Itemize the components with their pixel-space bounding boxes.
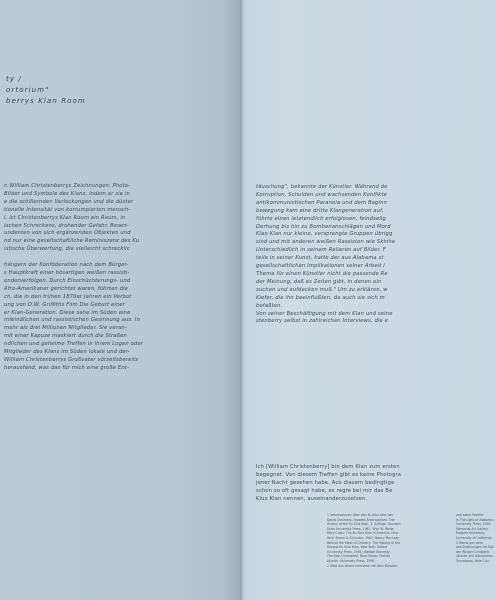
footnote-line: Behind the Mask of Chivalry: The Making of the bbox=[327, 540, 401, 545]
text-line: Mitglieder des Klans im Süden lokale und der- bbox=[4, 349, 130, 356]
footnote-line: und seine Familie: bbox=[456, 513, 485, 517]
text-line: sind und mit anderen weißen Rassisten wie Skinhe bbox=[256, 239, 396, 246]
text-line: Unterschiedlich in seinem Relieren auf Bilder, F bbox=[256, 247, 386, 254]
footnote-line: History of the Ku Klux Klan, 3. Auflage, Durham: bbox=[327, 522, 402, 527]
footnote-line: Memorial Art Gallery, bbox=[456, 526, 489, 531]
footnote-line: Fiery Cross: The Ku Klux Klan in America, New bbox=[327, 531, 399, 536]
footnote-line: The Klan Unmasked, Boca Raton: Florida bbox=[327, 554, 390, 559]
footnote-line: Atlantic University Press, 1990. bbox=[327, 558, 376, 563]
footnote-line: Rutgers University, bbox=[456, 531, 486, 536]
text-line: istische Überwerfung, die vielleicht schrecklic bbox=[4, 246, 130, 253]
footnote-line: Atlanta und Albuquerqu bbox=[456, 554, 493, 559]
text-line: ch, die in den frühen 1870er Jahren ein Verbot bbox=[4, 293, 132, 300]
left-body-text bbox=[4, 183, 143, 373]
text-line: stenberry selbst in zahlreichen Interviews, die e bbox=[256, 318, 388, 325]
text-line: Von seiner Beschäftigung mit dem Klan und seine bbox=[256, 310, 393, 317]
right-body-text bbox=[256, 184, 395, 326]
text-line: n William Christenberrys Zeichnungen, Photo- bbox=[4, 183, 131, 189]
paragraph-gap bbox=[4, 254, 143, 262]
quote-line: schon so oft gesagt habe, es regte bei mir das Be bbox=[256, 487, 393, 494]
text-line: Afro-Amerikaner gerichtet waren, führten die bbox=[4, 285, 129, 292]
text-line: teile in seiner Kunst, hatte der aus Alabama st bbox=[256, 255, 384, 262]
text-line: ndlichen und geheime Treffen in ihrem Logen oder bbox=[4, 341, 144, 348]
text-line: Thema für einen Künstler nicht die passende Re bbox=[256, 270, 388, 277]
text-line: gesellschaftlichen Implikationen seiner Arbeit i bbox=[256, 263, 385, 270]
text-line: suchen und aufdecken muß." Um zu erklären, w bbox=[256, 286, 388, 293]
text-line: mehr als drei Millionen Mitglieder. Sie veran- bbox=[4, 325, 127, 332]
footnote-line: das Erzählungen im Süd bbox=[456, 545, 494, 550]
quote-line: begegnet. Von diesem Treffen gibt es keine Photogra bbox=[256, 471, 402, 478]
text-line: s Hauptkraft einer bösartigen weißen rassisti- bbox=[4, 269, 130, 276]
footnote-line: 2 Zitat aus einem Interview mit dem Künstler. bbox=[327, 563, 398, 568]
footnote-line: University of California, bbox=[456, 535, 493, 540]
heading-line: ty / bbox=[6, 75, 22, 83]
text-line: bewegung kam eine dritte Klangeneration auf, bbox=[256, 207, 384, 214]
footnote-line: Second Ku Klux Klan, New York: Oxford bbox=[327, 545, 388, 550]
text-line: ischen Schreckens, drohender Gefahr, Besen- bbox=[4, 222, 129, 229]
quote-line: jener Nacht gesehen habe. Aus diesem bedingtige bbox=[256, 479, 395, 486]
text-line: Klan Klan nur kleine, versprengte Gruppen übrigg bbox=[256, 231, 393, 238]
footnote-line: Tuscaloosa, Hale Cou bbox=[456, 558, 489, 563]
footnote-line: 1 Informationen über den Ku Klux Klan bei: bbox=[327, 513, 394, 517]
text-line: onderverfolgen. Durch Einschüchterungs- und bbox=[4, 277, 131, 284]
text-line: Bilder und Symbole des Klans, indem er sie in bbox=[4, 190, 130, 197]
footnote-line: York: Simon & Schuster, 1987; Nancy MacLean, bbox=[327, 535, 401, 540]
heading-line: berrys Klan Room bbox=[6, 97, 86, 105]
footnote-line: University Press, 1994; Stetson Kennedy, bbox=[327, 549, 391, 554]
footnotes bbox=[327, 513, 457, 568]
text-line: mit einer Kapuze maskiert durch die Straßen bbox=[4, 333, 127, 340]
footnote-line: 3 Memo aus dem bbox=[456, 540, 483, 545]
text-line: hängern der Konföderation nach dem Bürger- bbox=[4, 262, 129, 269]
text-line: führte einen letztendlich erfolglosen, feindselig bbox=[256, 215, 386, 222]
text-line: William Christenberrys Großvater vörzeitsbereits bbox=[4, 356, 139, 363]
text-line: täuschung", bekannte der Künstler. Während de bbox=[256, 184, 388, 190]
text-line: Derhung bis hin zu Bombenanschlägen und Mord bbox=[256, 223, 391, 230]
quote-line: Ich [William Christenberry] bin dem Klan zum ersten bbox=[256, 464, 400, 470]
text-line: herausfand, was das für mich eine große Ent- bbox=[4, 364, 129, 371]
text-line: der Meinung, daß es Zeiten gibt, in denen ein bbox=[256, 278, 382, 285]
quote-block bbox=[256, 464, 401, 504]
text-line: i, ist Christenberrys Klan Room ein Raum, in bbox=[4, 214, 126, 221]
footnotes-right-column bbox=[456, 513, 495, 564]
text-line: antikommunistischen Paranoia und dem Beginn bbox=[256, 199, 387, 206]
footnote-line: Duke University Press, 1987; Wyn W. Wade, bbox=[327, 526, 395, 531]
footnote-line: der William Christenb bbox=[456, 549, 490, 554]
text-line: Korruption, Schulden und wachsenden Konflikte bbox=[256, 191, 388, 198]
chapter-heading bbox=[6, 74, 86, 107]
text-line: Kiefer, die ihn beeinflußten, da auch sie sich m bbox=[256, 294, 385, 301]
text-line: mfeindlichen und rassistischen Gesinnung aus. In bbox=[4, 317, 141, 324]
quote-line: Klux Klan nennen, auseinanderzusetzen. bbox=[256, 495, 368, 502]
text-line: nd nur eine gesellschaftliche Reminiszenz des Ku bbox=[4, 238, 140, 245]
right-page bbox=[247, 0, 495, 600]
text-line: befaßten. bbox=[256, 302, 283, 309]
heading-line: ortorium" bbox=[6, 86, 50, 94]
text-line: e die schillernden Verlockungen und die düster bbox=[4, 198, 134, 205]
text-line: tionelle Intensität von korrumpierten mensch- bbox=[4, 206, 131, 213]
footnote-line: University Press, 1994 bbox=[456, 522, 491, 527]
footnote-line: David Chalmers, Hooded Americanism: The bbox=[327, 517, 395, 522]
left-page bbox=[0, 0, 243, 600]
text-line: undenten von sich ergänzenden Objekten und bbox=[4, 230, 131, 237]
footnote-line: in The Light of Alabama, bbox=[456, 517, 494, 522]
text-line: ung von D.W. Griffiths Film Die Geburt einer bbox=[4, 301, 126, 308]
text-line: er Klan-Generation. Diese sahe im Süden eine bbox=[4, 309, 131, 316]
